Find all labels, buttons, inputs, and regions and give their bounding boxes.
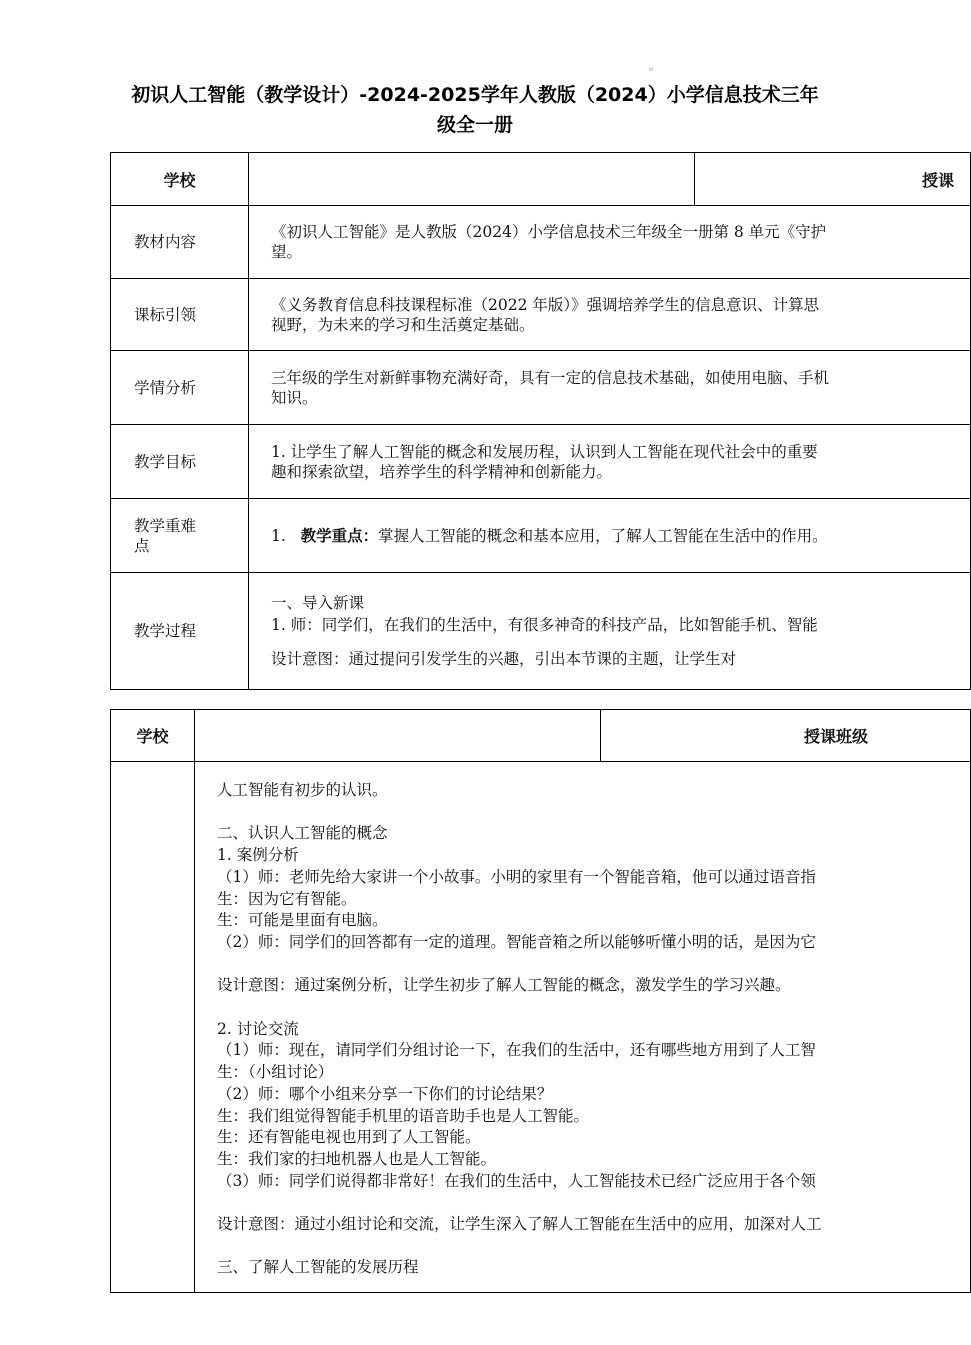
row-label-empty: [111, 762, 195, 1293]
school-value-cell: [195, 710, 601, 762]
content-line: 望。: [271, 243, 303, 261]
content-line: （2）师：同学们的回答都有一定的道理。智能音箱之所以能够听懂小明的话，是因为它: [217, 932, 816, 951]
row-label-key-points: [111, 499, 249, 573]
school-label: 学校: [111, 710, 195, 762]
content-line: 生：（小组讨论）: [217, 1063, 334, 1082]
list-number: 1.: [271, 526, 286, 545]
content-line: 生：因为它有智能。: [217, 889, 357, 908]
title-line-2: 级全一册: [436, 114, 513, 136]
row-content-students: [249, 351, 971, 425]
school-label: 学校: [111, 153, 249, 206]
table-row-key-points: [111, 499, 971, 573]
content-line: 1. 案例分析: [217, 846, 299, 865]
key-point-text: 掌握人工智能的概念和基本应用，了解人工智能在生活中的作用。: [378, 526, 828, 545]
content-line: （2）师：哪个小组来分享一下你们的讨论结果？: [217, 1084, 553, 1103]
content-line: 《义务教育信息科技课程标准（2022 年版）》强调培养学生的信息意识、计算思: [271, 295, 820, 314]
content-line: 三年级的学生对新鲜事物充满好奇，具有一定的信息技术基础，如使用电脑、手机: [271, 368, 830, 387]
content-line: 设计意图：通过提问引发学生的兴趣，引出本节课的主题，让学生对: [271, 650, 737, 668]
content-line: 二、认识人工智能的概念: [217, 824, 388, 843]
content-line: 生：我们家的扫地机器人也是人工智能。: [217, 1149, 497, 1168]
school-value-cell: [249, 153, 695, 206]
row-content-standard: [249, 279, 971, 351]
blank-line: [217, 1192, 970, 1214]
process-content: [195, 762, 971, 1293]
row-label-process: 教学过程: [111, 573, 249, 690]
content-line: 1. 师：同学们，在我们的生活中，有很多神奇的科技产品，比如智能手机、智能: [271, 616, 818, 634]
table-header-row: [111, 153, 971, 206]
content-line: 知识。: [271, 388, 318, 407]
blank-line: [217, 1236, 970, 1258]
label-line: 教学重难: [134, 516, 197, 535]
content-line: 1. 让学生了解人工智能的概念和发展历程，认识到人工智能在现代社会中的重要: [271, 442, 818, 461]
content-line: 设计意图：通过小组讨论和交流，让学生深入了解人工智能在生活中的应用，加深对人工: [217, 1215, 822, 1233]
row-label-students: 学情分析: [111, 351, 249, 425]
title-line-1: 初识人工智能（教学设计）-2024-2025学年人教版（2024）小学信息技术三年: [131, 84, 819, 106]
class-label: 授课: [695, 153, 971, 206]
document-title: [60, 80, 890, 140]
content-line: 视野，为未来的学习和生活奠定基础。: [271, 315, 535, 334]
content-line: 设计意图：通过案例分析，让学生初步了解人工智能的概念，激发学生的学习兴趣。: [217, 976, 791, 995]
content-line: （1）师：老师先给大家讲一个小故事。小明的家里有一个智能音箱，他可以通过语音指: [217, 867, 816, 886]
row-content-key-points: [249, 499, 971, 573]
content-line: 2. 讨论交流: [217, 1019, 299, 1038]
content-line: （1）师：现在，请同学们分组讨论一下，在我们的生活中，还有哪些地方用到了人工智: [217, 1041, 816, 1060]
content-line: 《初识人工智能》是人教版（2024）小学信息技术三年级全一册第 8 单元《守护: [271, 223, 827, 241]
process-lines: [217, 780, 970, 1279]
table-row-process: [111, 573, 971, 690]
content-line: （3）师：同学们说得都非常好！在我们的生活中，人工智能技术已经广泛应用于各个领: [217, 1171, 816, 1190]
page-corner-mark: ˙: [103, 687, 106, 694]
table-row-goals: [111, 425, 971, 499]
content-line: 生：还有智能电视也用到了人工智能。: [217, 1128, 481, 1147]
lesson-info-table: [110, 152, 971, 690]
table-row-material: [111, 206, 971, 279]
table-row-students: [111, 351, 971, 425]
class-label: 授课班级: [601, 710, 971, 762]
row-content-goals: [249, 425, 971, 499]
content-line: 生：可能是里面有电脑。: [217, 911, 388, 930]
row-content-process: [249, 573, 971, 690]
table-header-row: [111, 710, 971, 762]
content-line: 一、导入新课: [271, 594, 365, 612]
content-line: 人工智能有初步的认识。: [217, 781, 388, 799]
row-label-standard: 课标引领: [111, 279, 249, 351]
lesson-process-table: [110, 709, 971, 1293]
content-line: 三、了解人工智能的发展历程: [217, 1258, 419, 1277]
table-row-standard: [111, 279, 971, 351]
blank-line: [217, 802, 970, 824]
content-line: 生：我们组觉得智能手机里的语音助手也是人工智能。: [217, 1106, 590, 1125]
content-line: 趣和探索欲望，培养学生的科学精神和创新能力。: [271, 462, 613, 481]
blank-line: [217, 997, 970, 1019]
row-label-goals: 教学目标: [111, 425, 249, 499]
table-row-process-continued: [111, 762, 971, 1293]
row-label-material: 教材内容: [111, 206, 249, 279]
row-content-material: [249, 206, 971, 279]
key-point-heading: 教学重点：: [300, 525, 379, 545]
blank-line: [217, 954, 970, 976]
page-mark: ▫: [649, 66, 654, 73]
label-line: 点: [134, 536, 150, 555]
